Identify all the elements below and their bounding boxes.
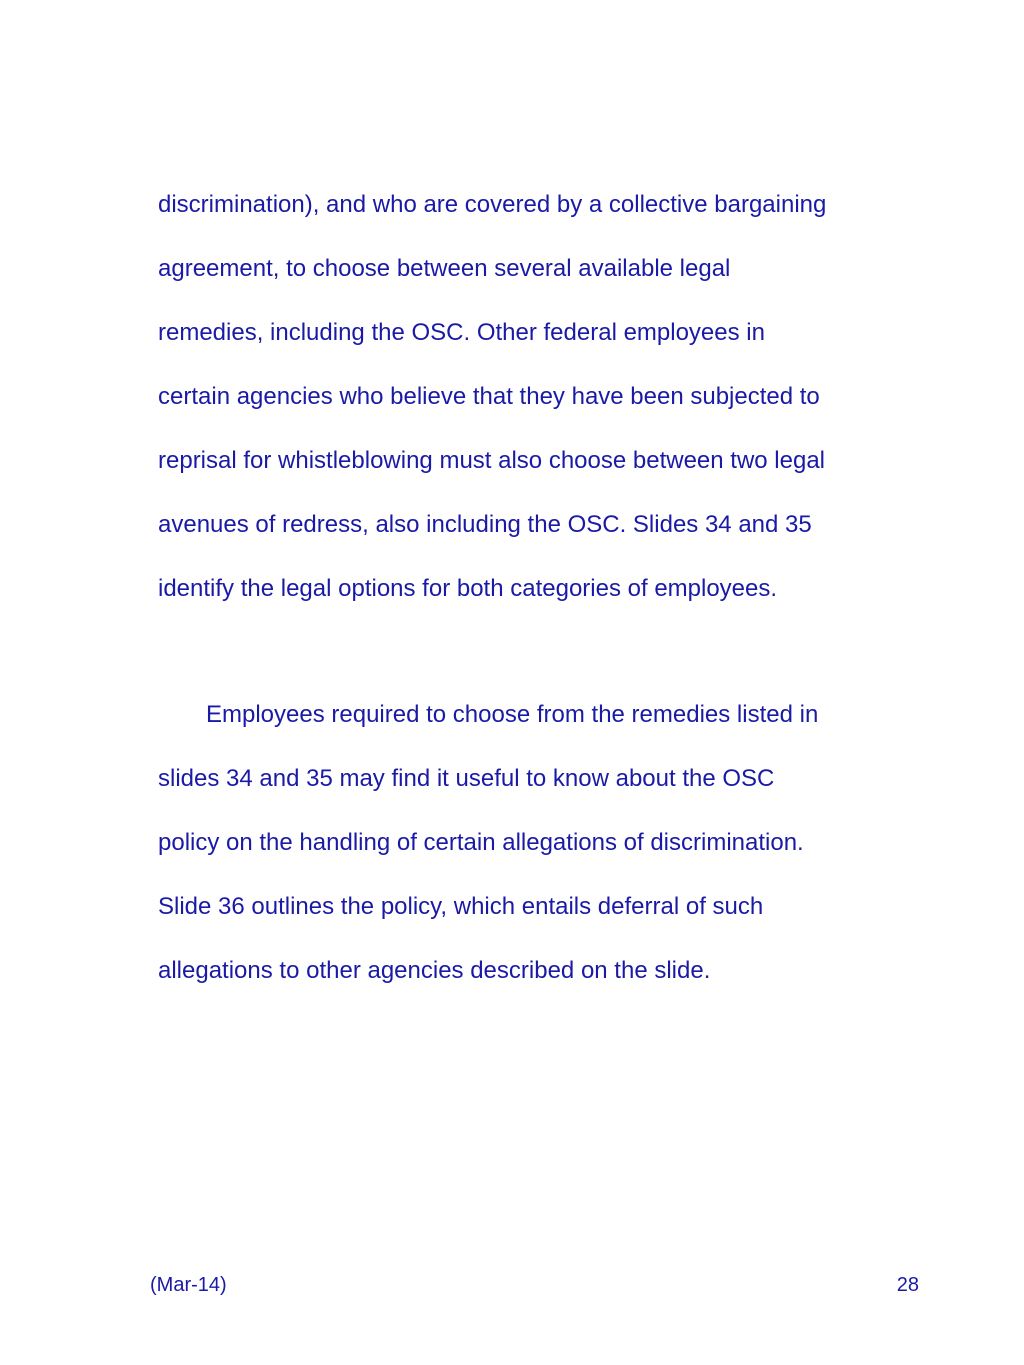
paragraph-line: reprisal for whistleblowing must also choose between two legal [158, 447, 826, 474]
paragraph-line: certain agencies who believe that they have been subjected to [158, 383, 820, 410]
paragraph-1 [158, 173, 918, 621]
paragraph-line: avenues of redress, also including the OSC. Slides 34 and 35 [158, 511, 812, 538]
paragraph-2 [158, 683, 918, 1003]
paragraph-line: identify the legal options for both categories of employees. [158, 575, 778, 602]
paragraph-line: remedies, including the OSC. Other federal employees in [158, 319, 765, 346]
paragraph-line: agreement, to choose between several available legal [158, 255, 731, 282]
paragraph-line: policy on the handling of certain allegations of discrimination. [158, 829, 804, 856]
paragraph-line: allegations to other agencies described on the slide. [158, 957, 711, 984]
paragraph-line: Employees required to choose from the remedies listed in [206, 701, 819, 728]
page-number: 28 [896, 1274, 919, 1296]
paragraph-line: slides 34 and 35 may find it useful to know about the OSC [158, 765, 775, 792]
footer-date: (Mar-14) [150, 1274, 227, 1296]
paragraph-line: Slide 36 outlines the policy, which entails deferral of such [158, 893, 764, 920]
paragraph-line: discrimination), and who are covered by a collective bargaining [158, 191, 827, 218]
